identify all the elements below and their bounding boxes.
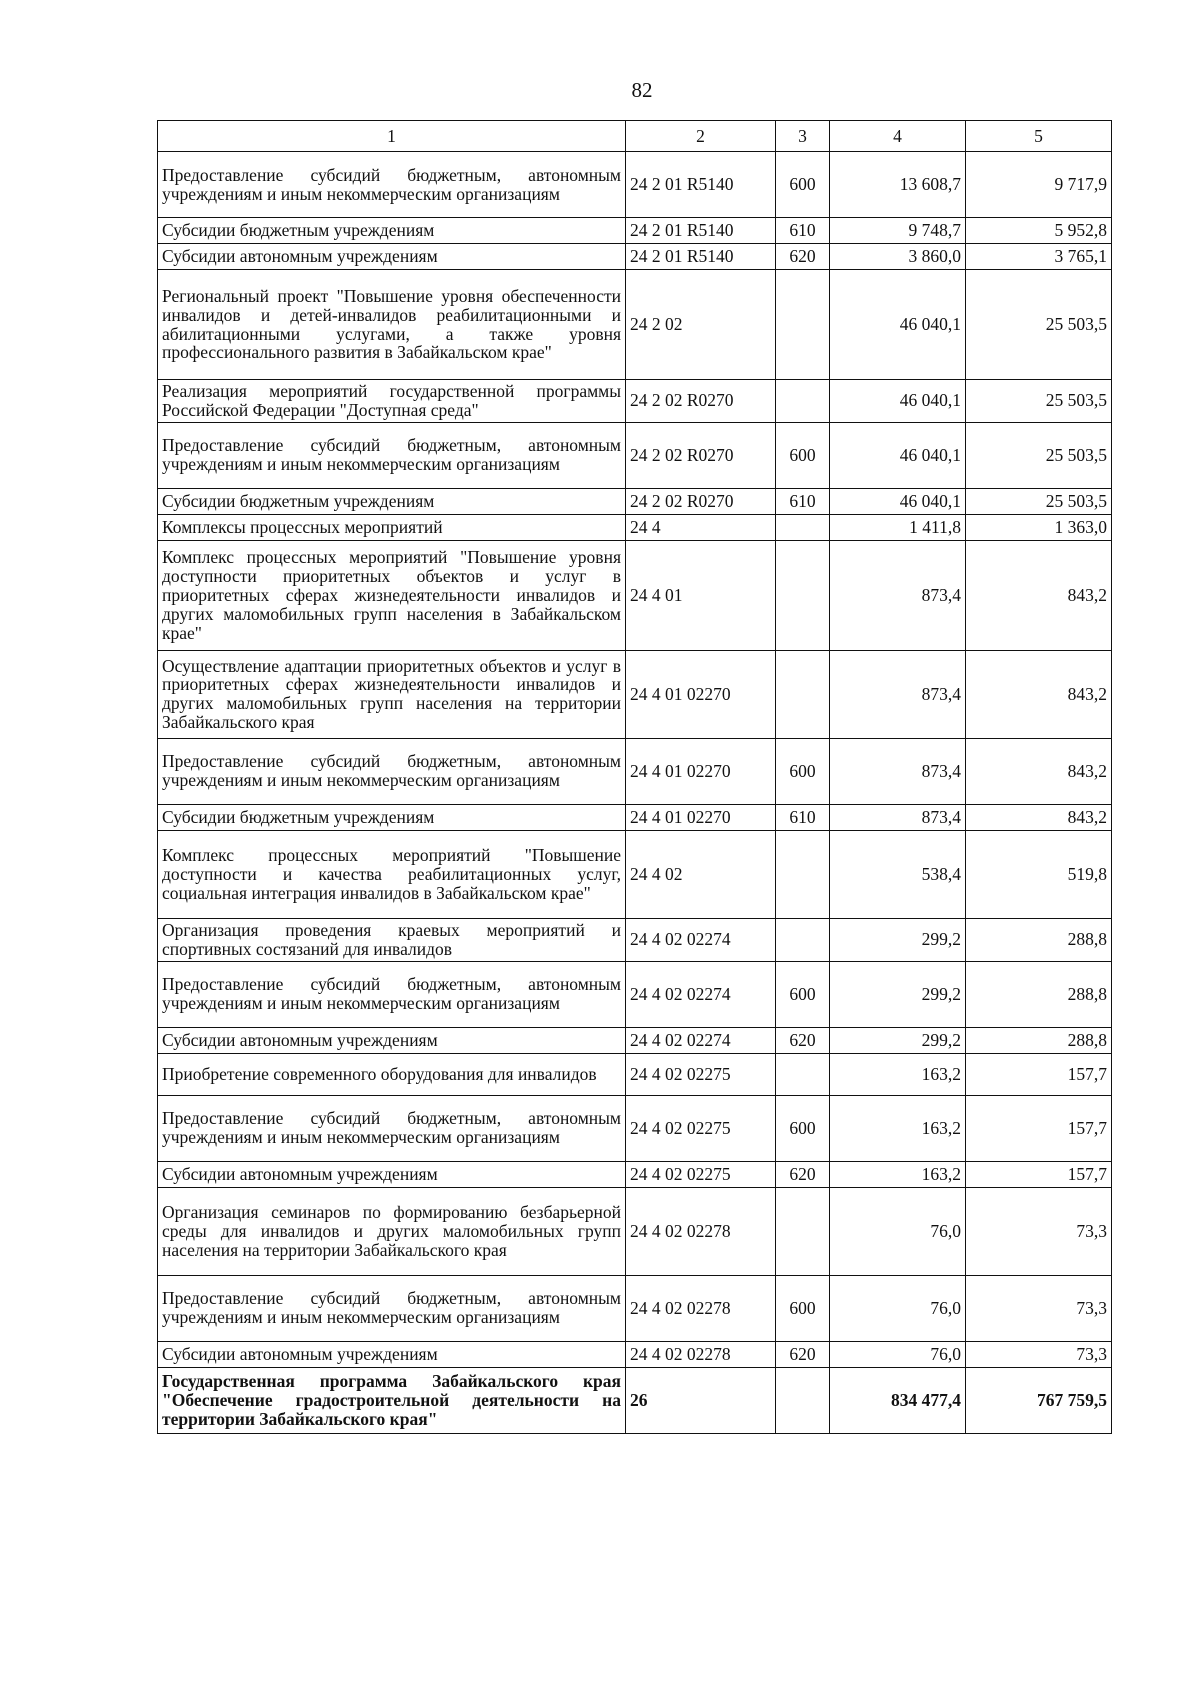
row-amount-1-cell: 13 608,7: [830, 152, 966, 218]
row-expense-type-cell: 610: [776, 488, 830, 514]
row-amount-2-cell: 843,2: [966, 804, 1112, 830]
row-amount-2-cell: 157,7: [966, 1053, 1112, 1095]
table-row: [158, 218, 1112, 244]
row-amount-1-cell: 9 748,7: [830, 218, 966, 244]
row-amount-2-cell: 25 503,5: [966, 488, 1112, 514]
row-name-cell: Субсидии автономным учреждениям: [158, 244, 626, 270]
row-name-cell: Комплекс процессных мероприятий "Повышение уровня доступности приоритетных объектов и услуг в приоритетных сферах жизнедеятельности инвалидов и других маломобильных групп населения в Забайкальском крае": [158, 540, 626, 650]
row-expense-type-cell: 610: [776, 218, 830, 244]
row-amount-1-cell: 76,0: [830, 1187, 966, 1275]
row-amount-1-cell: 46 040,1: [830, 422, 966, 488]
row-amount-2-cell: 5 952,8: [966, 218, 1112, 244]
table-row: [158, 152, 1112, 218]
row-name-cell: Предоставление субсидий бюджетным, автономным учреждениям и иным некоммерческим организациям: [158, 1095, 626, 1161]
row-expense-type-cell: 600: [776, 422, 830, 488]
row-amount-2-cell: 519,8: [966, 830, 1112, 918]
column-header: 2: [626, 121, 776, 152]
row-expense-type-cell: 600: [776, 738, 830, 804]
row-amount-1-cell: 873,4: [830, 804, 966, 830]
row-expense-type-cell: [776, 650, 830, 738]
row-amount-1-cell: 163,2: [830, 1161, 966, 1187]
row-amount-1-cell: 873,4: [830, 540, 966, 650]
table-row: [158, 738, 1112, 804]
row-amount-1-cell: 873,4: [830, 650, 966, 738]
row-amount-2-cell: 288,8: [966, 961, 1112, 1027]
row-amount-2-cell: 73,3: [966, 1187, 1112, 1275]
row-expense-type-cell: [776, 1187, 830, 1275]
row-amount-2-cell: 25 503,5: [966, 380, 1112, 423]
row-code-cell: 24 2 01 R5140: [626, 218, 776, 244]
row-code-cell: 24 4 02 02275: [626, 1161, 776, 1187]
table-row: [158, 1161, 1112, 1187]
row-name-cell: Предоставление субсидий бюджетным, автономным учреждениям и иным некоммерческим организациям: [158, 152, 626, 218]
row-expense-type-cell: 600: [776, 1275, 830, 1341]
row-code-cell: 24 4 02 02274: [626, 1027, 776, 1053]
row-expense-type-cell: [776, 540, 830, 650]
row-expense-type-cell: [776, 270, 830, 380]
table-row: [158, 804, 1112, 830]
row-expense-type-cell: [776, 1367, 830, 1433]
row-name-cell: Приобретение современного оборудования для инвалидов: [158, 1053, 626, 1095]
budget-table: [157, 120, 1112, 1434]
table-row: [158, 650, 1112, 738]
row-code-cell: 24 2 02 R0270: [626, 488, 776, 514]
table-row: [158, 1095, 1112, 1161]
row-amount-1-cell: 538,4: [830, 830, 966, 918]
column-header: 4: [830, 121, 966, 152]
table-row: [158, 422, 1112, 488]
row-name-cell: Субсидии бюджетным учреждениям: [158, 804, 626, 830]
table-header-row: [158, 121, 1112, 152]
row-amount-1-cell: 299,2: [830, 961, 966, 1027]
row-amount-1-cell: 46 040,1: [830, 488, 966, 514]
table-row: [158, 540, 1112, 650]
row-code-cell: 26: [626, 1367, 776, 1433]
row-amount-2-cell: 73,3: [966, 1275, 1112, 1341]
row-amount-1-cell: 76,0: [830, 1275, 966, 1341]
row-code-cell: 24 4 02 02275: [626, 1095, 776, 1161]
row-amount-1-cell: 46 040,1: [830, 270, 966, 380]
row-expense-type-cell: 620: [776, 244, 830, 270]
table-row: [158, 1187, 1112, 1275]
row-amount-2-cell: 843,2: [966, 540, 1112, 650]
row-code-cell: 24 2 01 R5140: [626, 244, 776, 270]
row-amount-2-cell: 25 503,5: [966, 422, 1112, 488]
table-row: [158, 961, 1112, 1027]
row-code-cell: 24 4 02: [626, 830, 776, 918]
row-code-cell: 24 2 02 R0270: [626, 380, 776, 423]
table-row: [158, 270, 1112, 380]
row-amount-1-cell: 1 411,8: [830, 514, 966, 540]
row-code-cell: 24 4 02 02278: [626, 1275, 776, 1341]
row-name-cell: Субсидии бюджетным учреждениям: [158, 488, 626, 514]
row-name-cell: Субсидии автономным учреждениям: [158, 1161, 626, 1187]
column-header: 5: [966, 121, 1112, 152]
row-expense-type-cell: 620: [776, 1027, 830, 1053]
table-row: [158, 830, 1112, 918]
row-expense-type-cell: [776, 514, 830, 540]
table-row: [158, 1027, 1112, 1053]
row-code-cell: 24 2 02: [626, 270, 776, 380]
row-code-cell: 24 2 02 R0270: [626, 422, 776, 488]
row-code-cell: 24 2 01 R5140: [626, 152, 776, 218]
row-code-cell: 24 4 01 02270: [626, 738, 776, 804]
row-code-cell: 24 4 02 02278: [626, 1341, 776, 1367]
row-code-cell: 24 4 01 02270: [626, 804, 776, 830]
row-amount-1-cell: 299,2: [830, 1027, 966, 1053]
row-name-cell: Субсидии автономным учреждениям: [158, 1027, 626, 1053]
table-body: [158, 152, 1112, 1434]
row-expense-type-cell: 600: [776, 152, 830, 218]
row-amount-1-cell: 76,0: [830, 1341, 966, 1367]
row-amount-2-cell: 1 363,0: [966, 514, 1112, 540]
row-amount-1-cell: 163,2: [830, 1053, 966, 1095]
row-amount-1-cell: 299,2: [830, 918, 966, 961]
row-amount-2-cell: 25 503,5: [966, 270, 1112, 380]
row-expense-type-cell: 610: [776, 804, 830, 830]
row-amount-1-cell: 46 040,1: [830, 380, 966, 423]
row-code-cell: 24 4 02 02278: [626, 1187, 776, 1275]
row-name-cell: Государственная программа Забайкальского края "Обеспечение градостроительной деятельности на территории Забайкальского края": [158, 1367, 626, 1433]
table-row: [158, 488, 1112, 514]
row-code-cell: 24 4 02 02275: [626, 1053, 776, 1095]
table-row: [158, 244, 1112, 270]
row-expense-type-cell: 620: [776, 1341, 830, 1367]
row-amount-2-cell: 3 765,1: [966, 244, 1112, 270]
row-name-cell: Субсидии бюджетным учреждениям: [158, 218, 626, 244]
table-row: [158, 1275, 1112, 1341]
row-code-cell: 24 4 02 02274: [626, 918, 776, 961]
row-amount-2-cell: 843,2: [966, 738, 1112, 804]
column-header: 1: [158, 121, 626, 152]
table-row: [158, 380, 1112, 423]
row-name-cell: Организация семинаров по формированию безбарьерной среды для инвалидов и других маломобильных групп населения на территории Забайкальского края: [158, 1187, 626, 1275]
row-amount-2-cell: 767 759,5: [966, 1367, 1112, 1433]
row-amount-2-cell: 288,8: [966, 918, 1112, 961]
row-name-cell: Организация проведения краевых мероприятий и спортивных состязаний для инвалидов: [158, 918, 626, 961]
row-amount-2-cell: 288,8: [966, 1027, 1112, 1053]
row-code-cell: 24 4: [626, 514, 776, 540]
row-amount-2-cell: 157,7: [966, 1161, 1112, 1187]
row-name-cell: Предоставление субсидий бюджетным, автономным учреждениям и иным некоммерческим организациям: [158, 961, 626, 1027]
row-code-cell: 24 4 02 02274: [626, 961, 776, 1027]
page-number: 82: [631, 78, 653, 102]
row-expense-type-cell: [776, 1053, 830, 1095]
row-expense-type-cell: 600: [776, 1095, 830, 1161]
row-expense-type-cell: [776, 918, 830, 961]
row-amount-2-cell: 9 717,9: [966, 152, 1112, 218]
row-expense-type-cell: [776, 380, 830, 423]
row-expense-type-cell: 620: [776, 1161, 830, 1187]
row-name-cell: Региональный проект "Повышение уровня обеспеченности инвалидов и детей-инвалидов реабилитационными и абилитационными услугами, а также уровня профессионального развития в Забайкальском крае": [158, 270, 626, 380]
row-amount-1-cell: 834 477,4: [830, 1367, 966, 1433]
table-row: [158, 918, 1112, 961]
row-name-cell: Предоставление субсидий бюджетным, автономным учреждениям и иным некоммерческим организациям: [158, 738, 626, 804]
row-amount-2-cell: 157,7: [966, 1095, 1112, 1161]
row-amount-2-cell: 843,2: [966, 650, 1112, 738]
table-row: [158, 1053, 1112, 1095]
row-name-cell: Субсидии автономным учреждениям: [158, 1341, 626, 1367]
row-code-cell: 24 4 01: [626, 540, 776, 650]
row-amount-2-cell: 73,3: [966, 1341, 1112, 1367]
row-expense-type-cell: 600: [776, 961, 830, 1027]
row-name-cell: Комплекс процессных мероприятий "Повышение доступности и качества реабилитационных услуг, социальная интеграция инвалидов в Забайкальском крае": [158, 830, 626, 918]
row-name-cell: Предоставление субсидий бюджетным, автономным учреждениям и иным некоммерческим организациям: [158, 1275, 626, 1341]
row-amount-1-cell: 3 860,0: [830, 244, 966, 270]
row-name-cell: Комплексы процессных мероприятий: [158, 514, 626, 540]
row-amount-1-cell: 163,2: [830, 1095, 966, 1161]
table-row: [158, 514, 1112, 540]
row-expense-type-cell: [776, 830, 830, 918]
row-code-cell: 24 4 01 02270: [626, 650, 776, 738]
table-row: [158, 1367, 1112, 1433]
column-header: 3: [776, 121, 830, 152]
table-row: [158, 1341, 1112, 1367]
row-name-cell: Осуществление адаптации приоритетных объектов и услуг в приоритетных сферах жизнедеятельности инвалидов и других маломобильных групп населения на территории Забайкальского края: [158, 650, 626, 738]
row-name-cell: Реализация мероприятий государственной программы Российской Федерации "Доступная среда": [158, 380, 626, 423]
row-amount-1-cell: 873,4: [830, 738, 966, 804]
row-name-cell: Предоставление субсидий бюджетным, автономным учреждениям и иным некоммерческим организациям: [158, 422, 626, 488]
